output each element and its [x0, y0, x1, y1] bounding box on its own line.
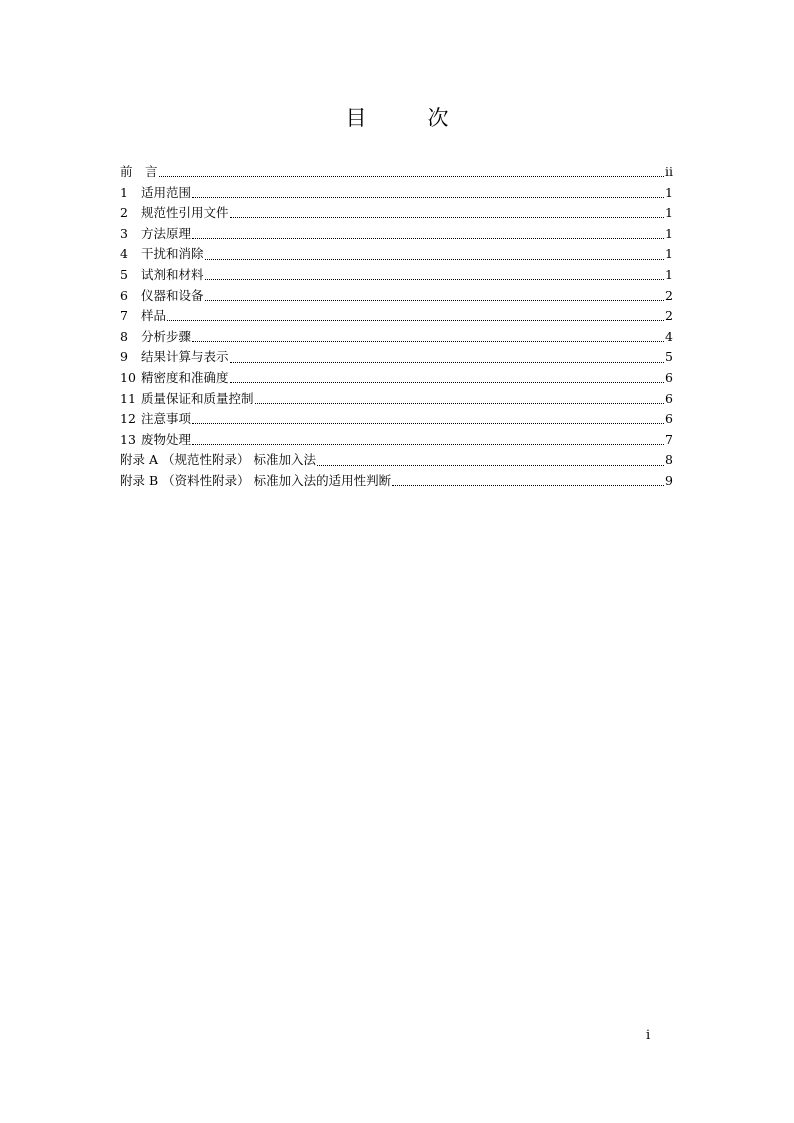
- toc-entry-section-10[interactable]: [120, 368, 673, 389]
- toc-entry-page: 6: [665, 411, 673, 427]
- toc-entry-number: 7: [120, 308, 128, 324]
- toc-entry-page: 1: [665, 205, 673, 221]
- toc-entry-number: 6: [120, 287, 128, 303]
- toc-entry-title: 规范性引用文件: [141, 205, 229, 221]
- toc-entry-preface[interactable]: [120, 162, 673, 183]
- toc-entry-section-2[interactable]: [120, 203, 673, 224]
- toc-leader: [230, 206, 665, 220]
- toc-entry-section-6[interactable]: [120, 286, 673, 307]
- toc-entry-title: 废物处理: [141, 431, 192, 447]
- toc-entry-title: 结果计算与表示: [141, 349, 229, 365]
- toc-entry-appendix-b[interactable]: [120, 471, 673, 492]
- toc-entry-page: 5: [665, 349, 673, 365]
- toc-entry-title: 精密度和准确度: [141, 369, 229, 385]
- toc-leader: [205, 289, 665, 303]
- toc-entry-number: 8: [120, 328, 128, 344]
- toc-leader: [255, 392, 665, 406]
- toc-leader: [192, 433, 664, 447]
- toc-entry-number: 10: [120, 369, 136, 385]
- toc-entry-section-5[interactable]: [120, 265, 673, 286]
- toc-entry-section-4[interactable]: [120, 244, 673, 265]
- toc-entry-page: 1: [665, 225, 673, 241]
- toc-entry-page: 6: [665, 390, 673, 406]
- toc-entry-page: 1: [665, 184, 673, 200]
- toc-leader: [167, 309, 664, 323]
- toc-entry-number: 3: [120, 225, 128, 241]
- toc-leader: [205, 268, 665, 282]
- toc-entry-section-12[interactable]: [120, 409, 673, 430]
- toc-entry-number: 1: [120, 184, 128, 200]
- toc-entry-page: 1: [665, 266, 673, 282]
- page-folio: i: [646, 1028, 651, 1043]
- toc-entry-page: 7: [665, 431, 673, 447]
- toc-entry-title: 附录 A （规范性附录） 标准加入法: [120, 452, 316, 468]
- toc-entry-section-3[interactable]: [120, 224, 673, 245]
- toc-entry-number: 11: [120, 390, 136, 406]
- toc-entry-appendix-a[interactable]: [120, 450, 673, 471]
- toc-entry-section-8[interactable]: [120, 327, 673, 348]
- toc-entry-page: 8: [665, 452, 673, 468]
- toc-entry-page: ii: [665, 164, 673, 179]
- toc-leader: [192, 412, 664, 426]
- toc-entry-title: 干扰和消除: [141, 246, 204, 262]
- toc-entry-title: 适用范围: [141, 184, 192, 200]
- toc-leader: [317, 454, 664, 468]
- toc-entry-title: 前 言: [120, 164, 158, 179]
- toc-entry-number: 13: [120, 431, 136, 447]
- toc-entry-page: 9: [665, 472, 673, 488]
- toc-entry-number: 4: [120, 246, 128, 262]
- toc-entry-section-1[interactable]: [120, 183, 673, 204]
- toc-entry-section-9[interactable]: [120, 347, 673, 368]
- toc-entry-number: 5: [120, 266, 128, 282]
- toc-entry-title: 分析步骤: [141, 328, 192, 344]
- toc-entry-number: 12: [120, 411, 136, 427]
- table-of-contents: [120, 162, 673, 492]
- toc-entry-number: 9: [120, 349, 128, 365]
- toc-entry-number: 2: [120, 205, 128, 221]
- toc-leader: [192, 330, 664, 344]
- toc-entry-title: 方法原理: [141, 225, 192, 241]
- toc-entry-title: 质量保证和质量控制: [141, 390, 254, 406]
- toc-entry-section-7[interactable]: [120, 306, 673, 327]
- toc-leader: [230, 351, 665, 365]
- toc-entry-section-13[interactable]: [120, 430, 673, 451]
- toc-entry-page: 2: [665, 287, 673, 303]
- toc-entry-title: 附录 B （资料性附录） 标准加入法的适用性判断: [120, 472, 392, 488]
- toc-entry-title: 仪器和设备: [141, 287, 204, 303]
- toc-entry-page: 6: [665, 369, 673, 385]
- toc-entry-page: 1: [665, 246, 673, 262]
- toc-leader: [392, 474, 664, 488]
- page-title: 目 次: [345, 106, 469, 130]
- toc-entry-title: 样品: [141, 308, 167, 324]
- toc-leader: [192, 186, 664, 200]
- toc-entry-page: 2: [665, 308, 673, 324]
- toc-entry-title: 试剂和材料: [141, 266, 204, 282]
- toc-leader: [230, 371, 665, 385]
- toc-entry-page: 4: [665, 328, 673, 344]
- toc-entry-title: 注意事项: [141, 411, 192, 427]
- toc-leader: [205, 248, 665, 262]
- toc-entry-section-11[interactable]: [120, 389, 673, 410]
- toc-leader: [192, 227, 664, 241]
- toc-leader: [159, 165, 664, 179]
